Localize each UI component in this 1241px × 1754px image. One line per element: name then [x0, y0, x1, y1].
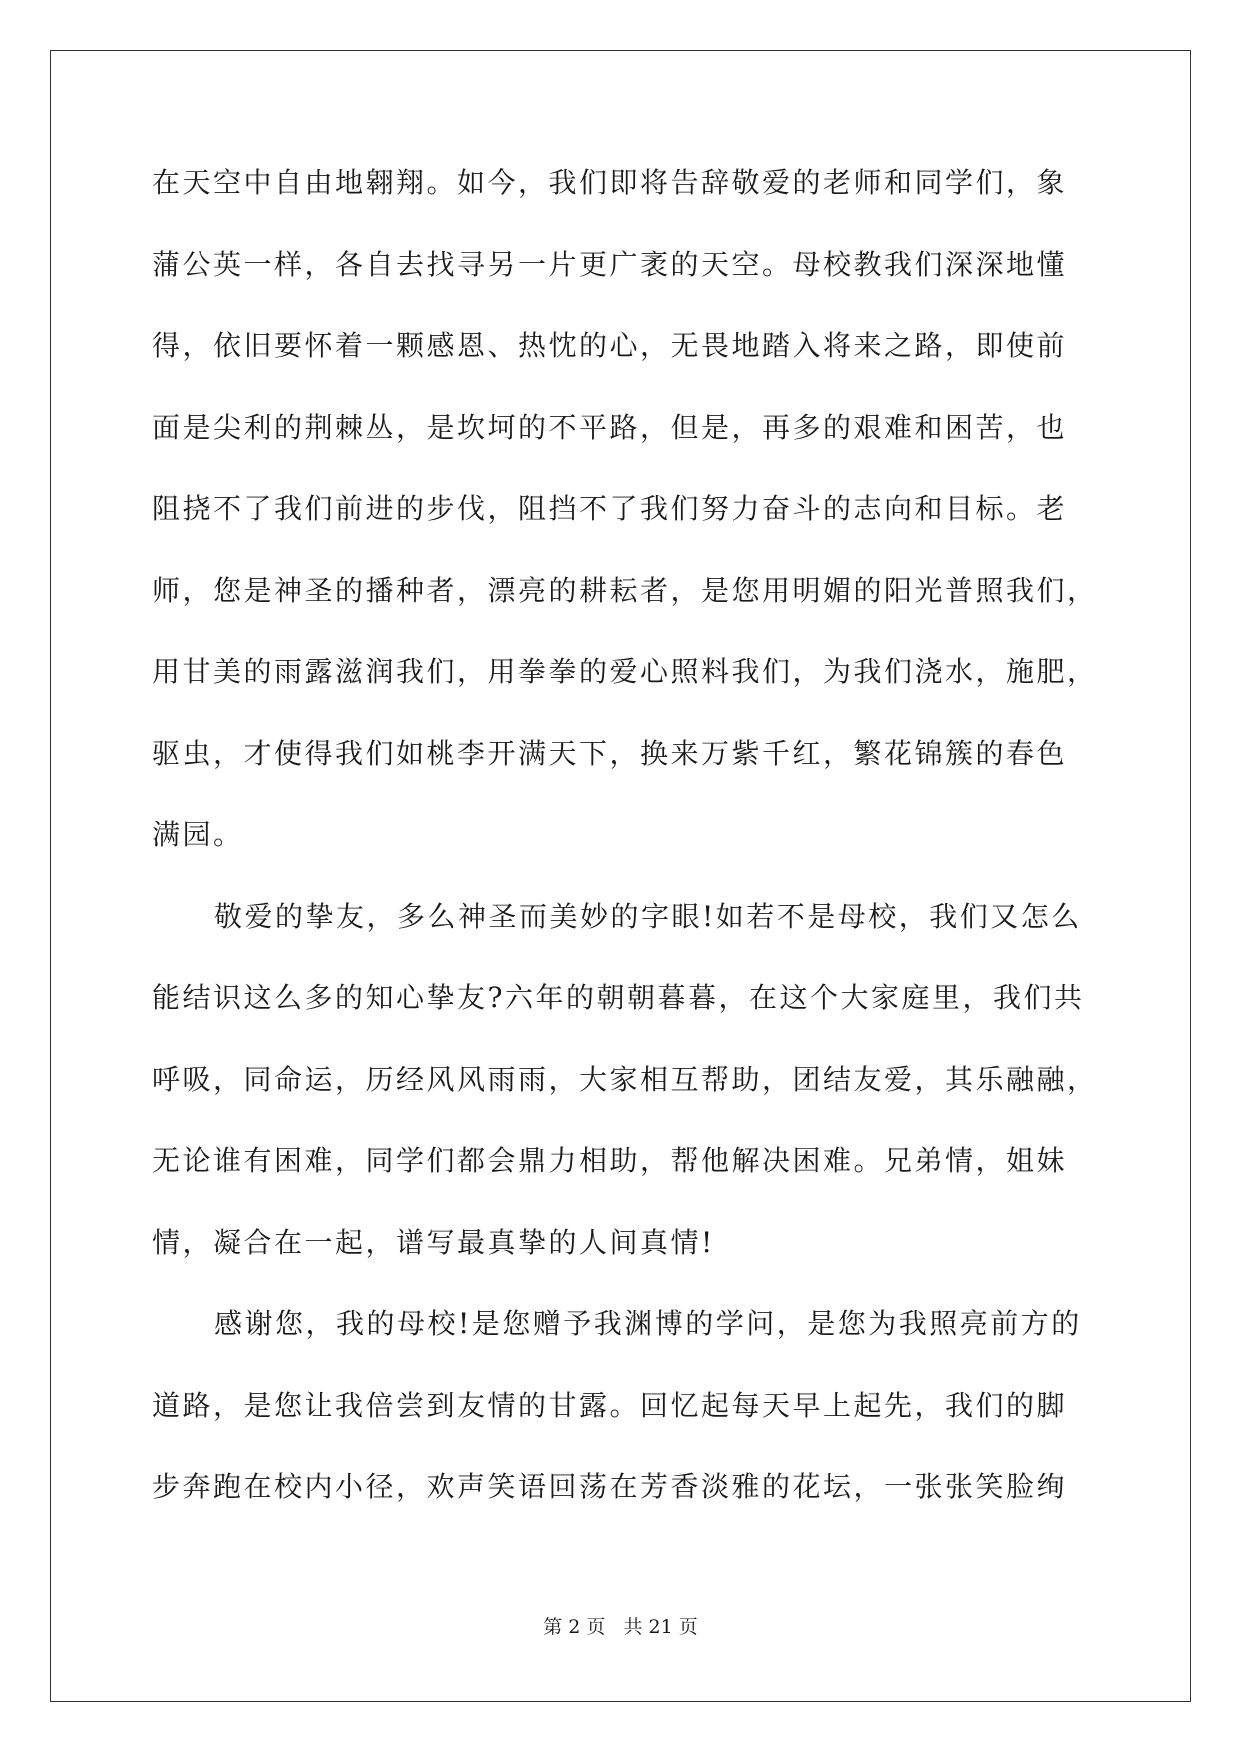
text-line: 面是尖利的荆棘丛，是坎坷的不平路，但是，再多的艰难和困苦，也 — [152, 410, 1068, 444]
page-number: 第 2 页 — [543, 1616, 606, 1638]
text-line: 呼吸，同命运，历经风风雨雨，大家相互帮助，团结友爱，其乐融融， — [152, 1062, 1098, 1096]
text-line: 用甘美的雨露滋润我们，用拳拳的爱心照料我们，为我们浇水，施肥， — [152, 655, 1098, 688]
text-line: 师，您是神圣的播种者，漂亮的耕耘者，是您用明媚的阳光普照我们， — [152, 573, 1098, 607]
text-line: 得，依旧要怀着一颗感恩、热忱的心，无畏地踏入将来之路，即使前 — [152, 329, 1068, 362]
text-line: 无论谁有困难，同学们都会鼎力相助，帮他解决困难。兄弟情，姐妹 — [152, 1144, 1068, 1177]
text-line: 驱虫，才使得我们如桃李开满天下，换来万紫千红，繁花锦簇的春色 — [152, 736, 1068, 770]
text-line: 能结识这么多的知心挚友?六年的朝朝暮暮，在这个大家庭里，我们共 — [152, 981, 1085, 1014]
text-line: 蒲公英一样，各自去找寻另一片更广袤的天空。母校教我们深深地懂 — [152, 247, 1068, 281]
paragraph-start-line: 感谢您，我的母校!是您赠予我渊博的学问，是您为我照亮前方的 — [214, 1307, 1082, 1340]
page-total: 共 21 页 — [623, 1616, 698, 1638]
paragraph-start-line: 敬爱的挚友，多么神圣而美妙的字眼!如若不是母校，我们又怎么 — [214, 899, 1082, 933]
text-line: 步奔跑在校内小径，欢声笑语回荡在芳香淡雅的花坛，一张张笑脸绚 — [152, 1470, 1068, 1503]
text-line: 阻挠不了我们前进的步伐，阻挡不了我们努力奋斗的志向和目标。老 — [152, 492, 1068, 525]
text-line: 道路，是您让我倍尝到友情的甘露。回忆起每天早上起先，我们的脚 — [152, 1388, 1068, 1422]
document-body — [152, 163, 1112, 1549]
text-line: 情，凝合在一起，谱写最真挚的人间真情! — [152, 1225, 715, 1259]
page-footer — [0, 1612, 1241, 1639]
text-line: 满园。 — [152, 818, 244, 851]
text-line: 在天空中自由地翱翔。如今，我们即将告辞敬爱的老师和同学们，象 — [152, 166, 1068, 199]
